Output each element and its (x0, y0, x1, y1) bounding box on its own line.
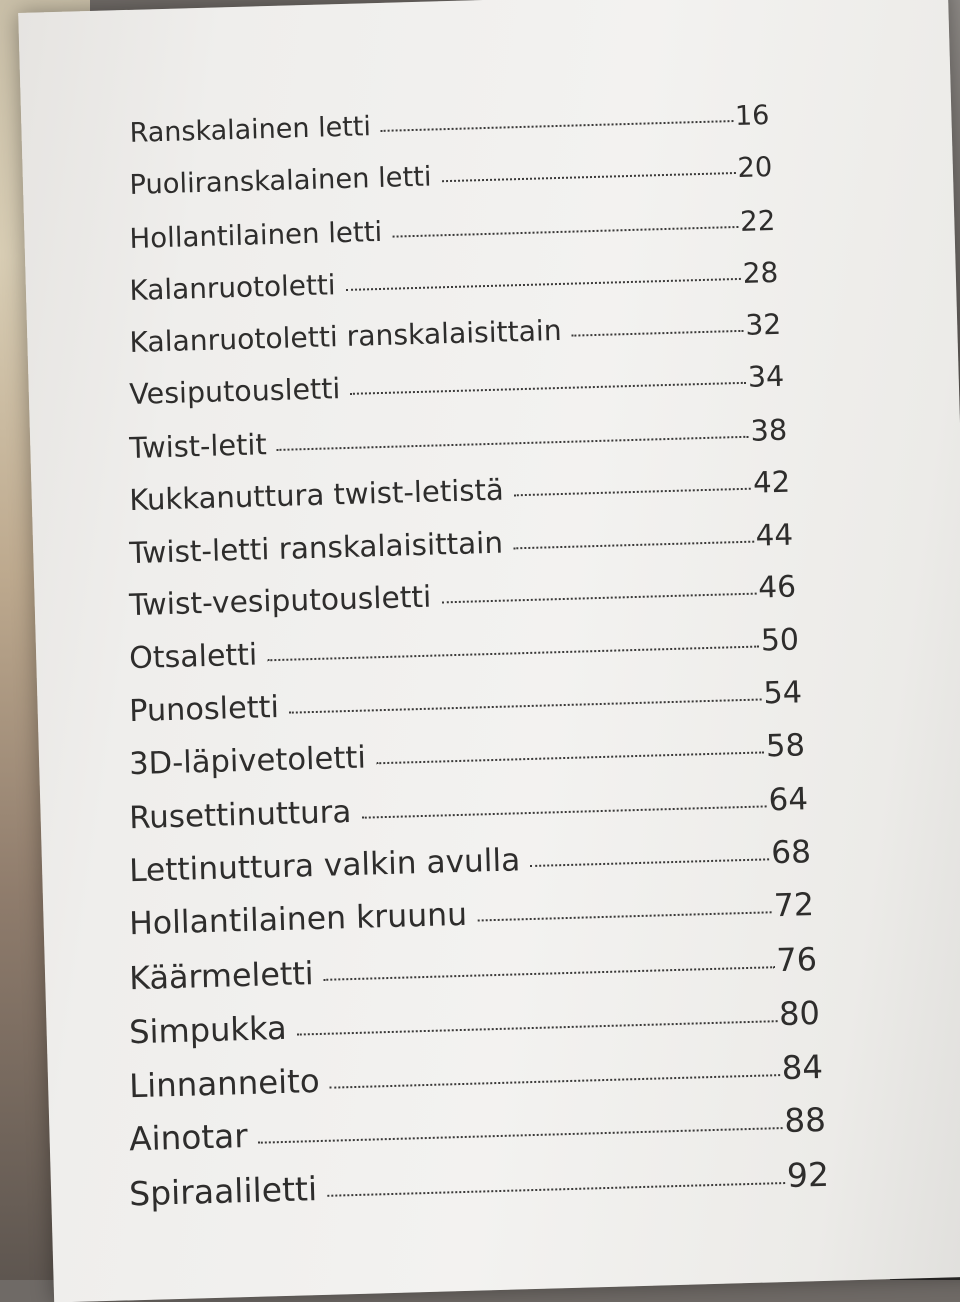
list-item (129, 834, 812, 893)
entry-page-number: 32 (744, 307, 782, 342)
table-of-contents (18, 0, 960, 1302)
entry-page-number: 16 (734, 100, 770, 133)
entry-title: Spiraaliletti (128, 1169, 318, 1214)
list-item (129, 1101, 827, 1160)
entry-title: Twist-letti ranskalaisittain (128, 525, 504, 570)
entry-title: 3D-läpivetoletti (128, 740, 367, 782)
list-item (129, 994, 821, 1053)
dot-leader (530, 856, 769, 867)
list-item (129, 465, 791, 523)
entry-page-number: 80 (778, 994, 821, 1034)
dot-leader (327, 1180, 785, 1197)
entry-title: Ainotar (128, 1117, 249, 1159)
entry-page-number: 34 (747, 359, 785, 394)
dot-leader (267, 644, 759, 662)
dot-leader (330, 1072, 780, 1089)
entry-title: Twist-letit (128, 426, 268, 465)
entry-page-number: 92 (786, 1154, 830, 1195)
dot-leader (324, 964, 775, 981)
entry-title: Punosletti (128, 689, 280, 729)
entry-title: Puoliranskalainen letti (129, 161, 432, 201)
dot-leader (513, 538, 754, 549)
entry-title: Vesiputousletti (128, 372, 341, 412)
list-item (129, 887, 815, 946)
entry-page-number: 50 (760, 622, 800, 659)
dot-leader (441, 591, 756, 604)
dot-leader (346, 276, 741, 291)
dot-leader (477, 910, 772, 922)
entry-page-number: 76 (775, 940, 818, 979)
list-item (129, 308, 782, 366)
entry-page-number: 44 (755, 517, 794, 553)
list-item (129, 100, 770, 158)
dot-leader (258, 1125, 783, 1144)
dot-leader (381, 118, 733, 132)
list-item (129, 781, 809, 840)
entry-page-number: 28 (742, 255, 779, 290)
book-page (18, 0, 960, 1302)
list-item (129, 622, 800, 681)
list-item (129, 152, 773, 210)
list-item (129, 1155, 830, 1215)
list-item (129, 517, 794, 576)
entry-page-number: 46 (757, 569, 797, 606)
entry-title: Kalanruotoletti ranskalaisittain (128, 313, 563, 359)
list-item (129, 675, 803, 734)
entry-page-number: 20 (737, 151, 773, 184)
entry-page-number: 84 (781, 1047, 824, 1087)
list-item (129, 412, 788, 470)
entry-title: Linnanneito (128, 1061, 321, 1105)
list-item (129, 256, 779, 314)
entry-page-number: 88 (783, 1101, 827, 1141)
list-item (129, 360, 785, 418)
entry-title: Lettinuttura valkin avulla (128, 842, 521, 890)
dot-leader (350, 380, 746, 395)
dot-leader (297, 1018, 778, 1035)
list-item (129, 941, 818, 1000)
entry-page-number: 64 (768, 781, 809, 819)
entry-title: Hollantilainen kruunu (128, 897, 468, 943)
entry-page-number: 38 (749, 412, 788, 448)
dot-leader (376, 749, 764, 764)
dot-leader (289, 696, 762, 713)
entry-title: Ranskalainen letti (129, 111, 372, 149)
entry-title: Rusettinuttura (128, 793, 352, 837)
entry-page-number: 72 (773, 887, 815, 925)
entry-title: Simpukka (128, 1008, 288, 1052)
entry-title: Kukkanuttura twist-letistä (128, 472, 505, 518)
dot-leader (361, 803, 766, 818)
dot-leader (277, 433, 749, 450)
entry-page-number: 22 (739, 203, 776, 238)
list-item (129, 570, 797, 629)
entry-page-number: 68 (770, 834, 812, 872)
entry-page-number: 58 (765, 728, 806, 765)
list-item (129, 204, 776, 262)
entry-title: Otsaletti (128, 637, 258, 677)
list-item (129, 1048, 824, 1107)
entry-page-number: 54 (762, 675, 803, 712)
entry-title: Twist-vesiputousletti (128, 579, 432, 624)
dot-leader (392, 224, 738, 238)
entry-title: Kalanruotoletti (129, 268, 337, 307)
dot-leader (572, 328, 744, 337)
list-item (129, 728, 806, 787)
dot-leader (514, 486, 752, 497)
entry-title: Hollantilainen letti (129, 214, 383, 255)
dot-leader (441, 170, 735, 182)
entry-title: Käärmeletti (128, 954, 315, 997)
entry-page-number: 42 (752, 464, 791, 500)
